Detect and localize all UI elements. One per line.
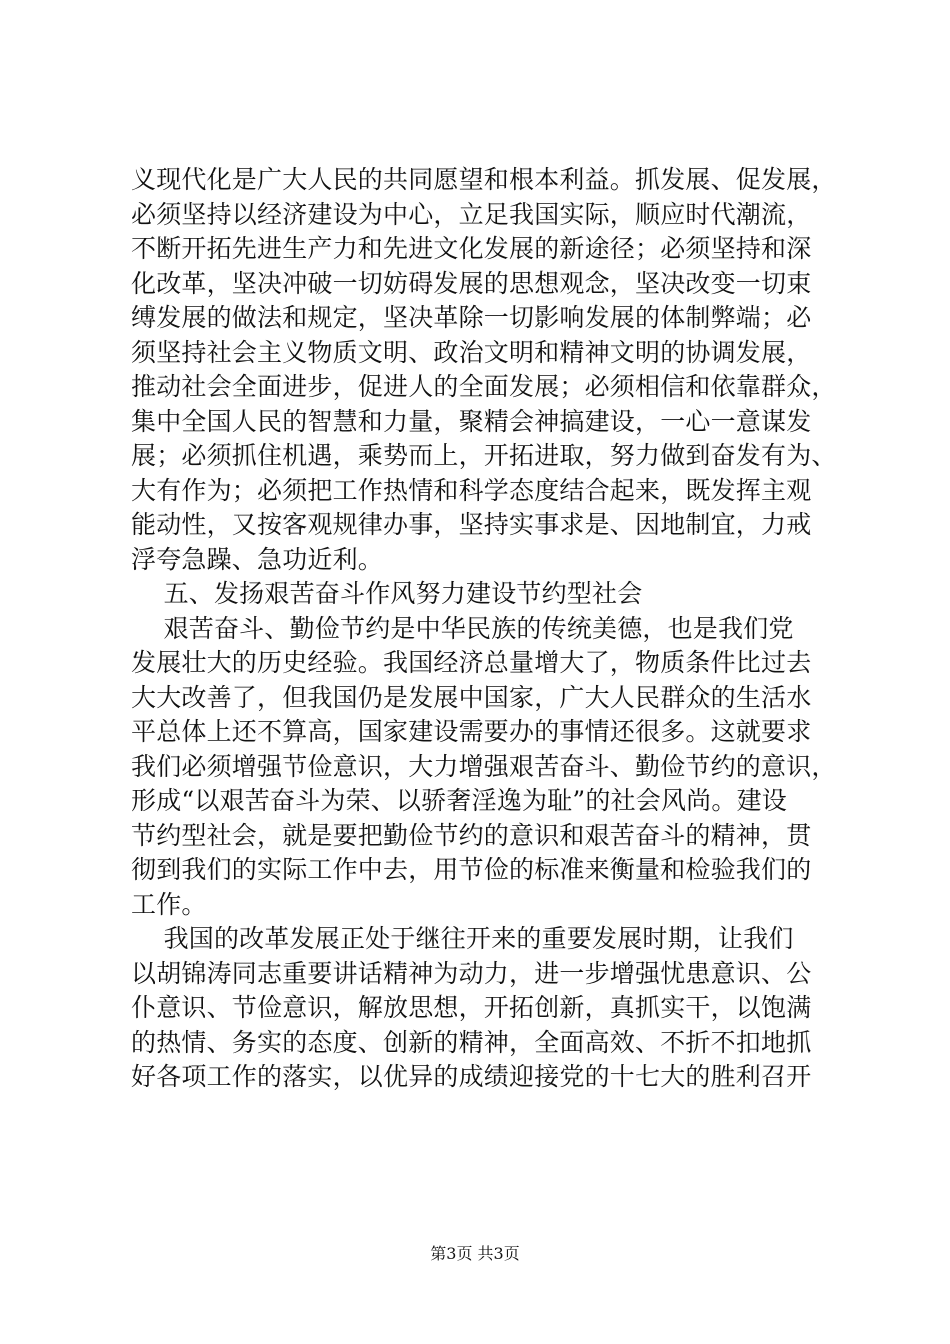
text-line: 不断开拓先进生产力和先进文化发展的新途径；必须坚持和深 — [131, 234, 812, 263]
text-line: 仆意识、节俭意识，解放思想，开拓创新，真抓实干，以饱满 — [131, 993, 812, 1022]
text-line: 集中全国人民的智慧和力量，聚精会神搞建设，一心一意谋发 — [131, 406, 812, 436]
text-line: 展；必须抓住机遇，乘势而上，开拓进取，努力做到奋发有为、 — [131, 441, 837, 470]
text-line: 的热情、务实的态度、创新的精神，全面高效、不折不扣地抓 — [131, 1027, 812, 1057]
text-line: 须坚持社会主义物质文明、政治文明和精神文明的协调发展， — [131, 337, 812, 367]
text-line: 缚发展的做法和规定，坚决革除一切影响发展的体制弊端；必 — [131, 303, 812, 332]
text-line: 节约型社会，就是要把勤俭节约的意识和艰苦奋斗的精神，贯 — [131, 820, 812, 850]
text-line: 以胡锦涛同志重要讲话精神为动力，进一步增强忧患意识、公 — [131, 958, 812, 988]
text-line: 能动性，又按客观规律办事，坚持实事求是、因地制宜，力戒 — [131, 510, 812, 539]
text-line: 化改革，坚决冲破一切妨碍发展的思想观念，坚决改变一切束 — [131, 268, 812, 298]
text-line: 彻到我们的实际工作中去，用节俭的标准来衡量和检验我们的 — [131, 855, 812, 884]
text-line: 必须坚持以经济建设为中心，立足我国实际，顺应时代潮流， — [131, 199, 812, 229]
text-line: 浮夸急躁、急功近利。 — [131, 544, 384, 574]
text-line: 推动社会全面进步，促进人的全面发展；必须相信和依靠群众， — [131, 372, 837, 401]
text-line: 发展壮大的历史经验。我国经济总量增大了，物质条件比过去 — [131, 648, 812, 677]
text-line: 义现代化是广大人民的共同愿望和根本利益。抓发展、促发展， — [131, 165, 837, 194]
text-line: 五、发扬艰苦奋斗作风努力建设节约型社会 — [131, 579, 643, 608]
text-line: 工作。 — [131, 889, 207, 919]
text-line: 我国的改革发展正处于继往开来的重要发展时期，让我们 — [131, 924, 794, 953]
text-line: 平总体上还不算高，国家建设需要办的事情还很多。这就要求 — [131, 717, 812, 746]
document-body — [131, 163, 837, 1095]
text-line: 大大改善了，但我国仍是发展中国家，广大人民群众的生活水 — [131, 682, 812, 712]
page-footer: 第3页 共3页 — [430, 1244, 520, 1263]
text-line: 我们必须增强节俭意识，大力增强艰苦奋斗、勤俭节约的意识， — [131, 751, 837, 781]
text-line: 好各项工作的落实，以优异的成绩迎接党的十七大的胜利召开 — [131, 1062, 812, 1091]
text-line: 形成“以艰苦奋斗为荣、以骄奢淫逸为耻”的社会风尚。建设 — [131, 786, 787, 815]
text-line: 艰苦奋斗、勤俭节约是中华民族的传统美德，也是我们党 — [131, 613, 794, 643]
text-line: 大有作为；必须把工作热情和科学态度结合起来，既发挥主观 — [131, 475, 812, 505]
